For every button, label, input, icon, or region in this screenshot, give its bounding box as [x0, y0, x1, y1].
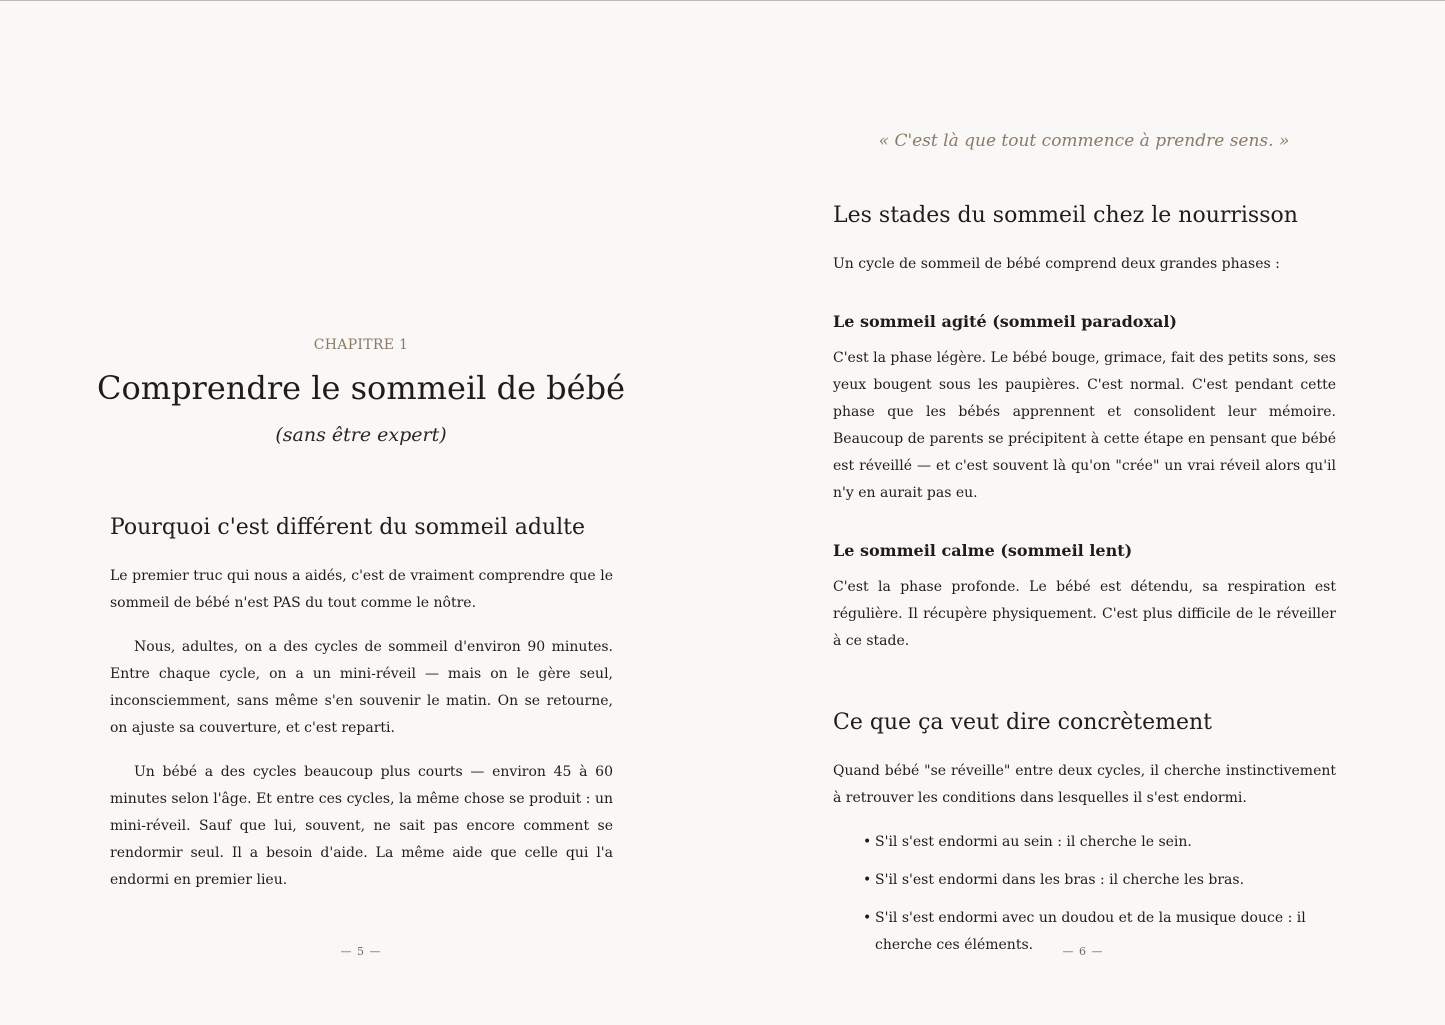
paragraph: C'est la phase profonde. Le bébé est détendu, sa respiration est régulière. Il récupère physiquement. C'est plus difficile de le réveiller à ce stade. — [833, 579, 1336, 649]
paragraph: Le premier truc qui nous a aidés, c'est de vraiment comprendre que le sommeil de bébé n'est PAS du tout comme le nôtre. — [110, 568, 613, 611]
paragraph: Un cycle de sommeil de bébé comprend deux grandes phases : — [833, 256, 1280, 272]
subheading: Le sommeil calme (sommeil lent) — [833, 541, 1133, 560]
paragraph: Un bébé a des cycles beaucoup plus courts — environ 45 à 60 minutes selon l'âge. Et entre ces cycles, la même chose se produit : un mini-réveil. Sauf que lui, souvent, ne sait pas encore comment se rendormir seul. Il a besoin d'aide. La même aide que celle qui l'a endormi en premier lieu. — [110, 764, 613, 888]
chapter-title: Comprendre le sommeil de bébé — [96, 369, 626, 407]
list-item-text: S'il s'est endormi dans les bras : il cherche les bras. — [875, 872, 1245, 888]
epigraph-quote: « C'est là que tout commence à prendre sens. » — [878, 131, 1290, 151]
right-page-body — [833, 199, 1336, 970]
list-item-text: S'il s'est endormi avec un doudou et de la musique douce : il cherche ces éléments. — [875, 910, 1306, 953]
chapter-label: CHAPITRE 1 — [313, 337, 409, 353]
left-page-body — [110, 511, 613, 911]
list-item — [863, 867, 1336, 894]
paragraph: Quand bébé "se réveille" entre deux cycles, il cherche instinctivement à retrouver les conditions dans lesquelles il s'est endormi. — [833, 763, 1336, 806]
bullet-icon: • — [863, 834, 872, 850]
bullet-icon: • — [863, 872, 872, 888]
list-item — [863, 829, 1336, 856]
section-heading: Ce que ça veut dire concrètement — [833, 710, 1212, 735]
list-item-text: S'il s'est endormi au sein : il cherche le sein. — [875, 834, 1192, 850]
right-page — [722, 1, 1444, 1025]
bullet-list — [833, 829, 1336, 959]
left-page — [0, 1, 722, 1025]
bullet-icon: • — [863, 910, 872, 926]
page-number: — 5 — — [340, 945, 382, 958]
paragraph: Nous, adultes, on a des cycles de sommeil d'environ 90 minutes. Entre chaque cycle, on a un mini-réveil — mais on le gère seul, inconsciemment, sans même s'en souvenir le matin. On se retourne, on ajuste sa couverture, et c'est reparti. — [110, 639, 613, 736]
page-number: — 6 — — [1062, 945, 1104, 958]
section-heading: Les stades du sommeil chez le nourrisson — [833, 203, 1298, 228]
section-heading: Pourquoi c'est différent du sommeil adulte — [110, 515, 586, 540]
chapter-subtitle: (sans être expert) — [275, 424, 447, 446]
subheading: Le sommeil agité (sommeil paradoxal) — [833, 312, 1177, 331]
paragraph: C'est la phase légère. Le bébé bouge, grimace, fait des petits sons, ses yeux bougent sous les paupières. C'est normal. C'est pendant cette phase que les bébés apprennent et consolident leur mémoire. Beaucoup de parents se précipitent à cette étape en pensant que bébé est réveillé — et c'est souvent là qu'on "crée" un vrai réveil alors qu'il n'y en aurait pas eu. — [833, 350, 1336, 501]
